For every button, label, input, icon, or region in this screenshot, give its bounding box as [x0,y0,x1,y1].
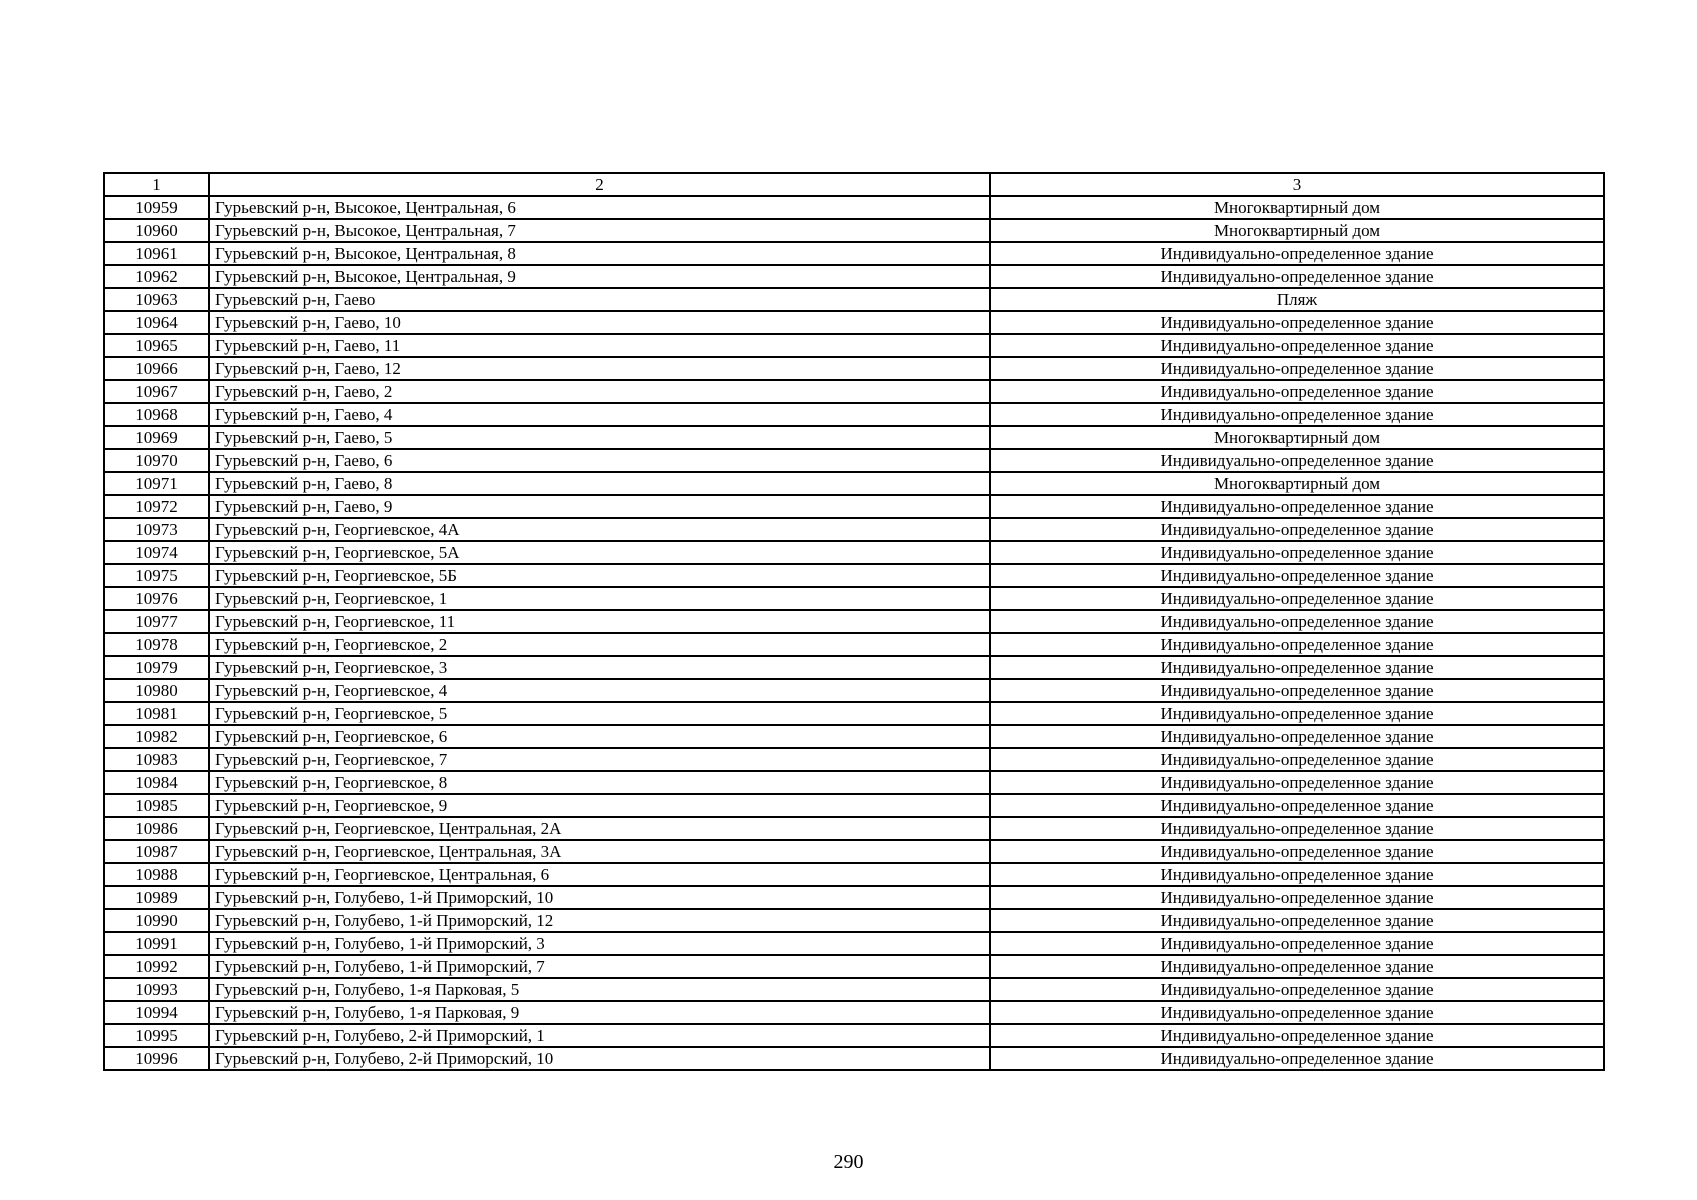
address-cell: Гурьевский р-н, Георгиевское, 3 [209,656,990,679]
row-number-cell: 10965 [104,334,209,357]
address-cell: Гурьевский р-н, Высокое, Центральная, 7 [209,219,990,242]
table-row [104,610,1604,633]
object-type-cell: Индивидуально-определенное здание [990,817,1604,840]
row-number-cell: 10972 [104,495,209,518]
table-row [104,1001,1604,1024]
object-type-cell: Индивидуально-определенное здание [990,610,1604,633]
table-row [104,288,1604,311]
object-type-cell: Многоквартирный дом [990,472,1604,495]
row-number-cell: 10971 [104,472,209,495]
row-number-cell: 10985 [104,794,209,817]
row-number-cell: 10994 [104,1001,209,1024]
object-type-cell: Индивидуально-определенное здание [990,955,1604,978]
table-row [104,1047,1604,1070]
table-row [104,357,1604,380]
table-row [104,886,1604,909]
object-type-cell: Индивидуально-определенное здание [990,771,1604,794]
address-cell: Гурьевский р-н, Гаево, 12 [209,357,990,380]
row-number-cell: 10977 [104,610,209,633]
page-number: 290 [833,1151,864,1173]
row-number-cell: 10970 [104,449,209,472]
object-type-cell: Индивидуально-определенное здание [990,1047,1604,1070]
object-type-cell: Индивидуально-определенное здание [990,1024,1604,1047]
object-type-cell: Многоквартирный дом [990,196,1604,219]
table-row [104,242,1604,265]
table-body [104,196,1604,1070]
address-cell: Гурьевский р-н, Георгиевское, 5Б [209,564,990,587]
table-row [104,863,1604,886]
address-cell: Гурьевский р-н, Георгиевское, 2 [209,633,990,656]
row-number-cell: 10996 [104,1047,209,1070]
table-row [104,518,1604,541]
row-number-cell: 10976 [104,587,209,610]
object-type-cell: Индивидуально-определенное здание [990,978,1604,1001]
object-type-cell: Индивидуально-определенное здание [990,334,1604,357]
row-number-cell: 10968 [104,403,209,426]
object-type-cell: Индивидуально-определенное здание [990,886,1604,909]
table-row [104,426,1604,449]
object-type-cell: Индивидуально-определенное здание [990,449,1604,472]
object-type-cell: Индивидуально-определенное здание [990,633,1604,656]
table-row [104,449,1604,472]
object-type-cell: Индивидуально-определенное здание [990,679,1604,702]
row-number-cell: 10979 [104,656,209,679]
table-row [104,380,1604,403]
table-row [104,978,1604,1001]
table-header-row [104,173,1604,196]
row-number-cell: 10995 [104,1024,209,1047]
row-number-cell: 10984 [104,771,209,794]
address-cell: Гурьевский р-н, Георгиевское, 4А [209,518,990,541]
row-number-cell: 10969 [104,426,209,449]
object-type-cell: Индивидуально-определенное здание [990,932,1604,955]
object-type-cell: Индивидуально-определенное здание [990,564,1604,587]
address-cell: Гурьевский р-н, Георгиевское, Центральная, 6 [209,863,990,886]
row-number-cell: 10959 [104,196,209,219]
row-number-cell: 10982 [104,725,209,748]
object-type-cell: Индивидуально-определенное здание [990,587,1604,610]
address-cell: Гурьевский р-н, Георгиевское, 1 [209,587,990,610]
row-number-cell: 10973 [104,518,209,541]
table-row [104,932,1604,955]
table-row [104,334,1604,357]
address-cell: Гурьевский р-н, Голубево, 1-й Приморский, 10 [209,886,990,909]
address-cell: Гурьевский р-н, Голубево, 1-я Парковая, 5 [209,978,990,1001]
row-number-cell: 10992 [104,955,209,978]
table-row [104,472,1604,495]
object-type-cell: Индивидуально-определенное здание [990,242,1604,265]
row-number-cell: 10991 [104,932,209,955]
row-number-cell: 10966 [104,357,209,380]
object-type-cell: Индивидуально-определенное здание [990,495,1604,518]
address-cell: Гурьевский р-н, Георгиевское, 9 [209,794,990,817]
object-type-cell: Индивидуально-определенное здание [990,380,1604,403]
row-number-cell: 10981 [104,702,209,725]
row-number-cell: 10962 [104,265,209,288]
address-cell: Гурьевский р-н, Гаево, 4 [209,403,990,426]
table-row [104,219,1604,242]
table-row [104,587,1604,610]
object-type-cell: Индивидуально-определенное здание [990,265,1604,288]
address-cell: Гурьевский р-н, Гаево, 11 [209,334,990,357]
table-row [104,771,1604,794]
address-cell: Гурьевский р-н, Высокое, Центральная, 9 [209,265,990,288]
table-row [104,403,1604,426]
table-row [104,633,1604,656]
row-number-cell: 10975 [104,564,209,587]
row-number-cell: 10989 [104,886,209,909]
column-header-2: 2 [209,173,990,196]
registry-table [103,172,1605,1071]
address-cell: Гурьевский р-н, Гаево, 9 [209,495,990,518]
table-row [104,909,1604,932]
table-row [104,725,1604,748]
object-type-cell: Индивидуально-определенное здание [990,311,1604,334]
object-type-cell: Индивидуально-определенное здание [990,794,1604,817]
row-number-cell: 10993 [104,978,209,1001]
object-type-cell: Индивидуально-определенное здание [990,357,1604,380]
address-cell: Гурьевский р-н, Гаево [209,288,990,311]
object-type-cell: Индивидуально-определенное здание [990,702,1604,725]
address-cell: Гурьевский р-н, Георгиевское, 5 [209,702,990,725]
address-cell: Гурьевский р-н, Голубево, 1-й Приморский, 12 [209,909,990,932]
row-number-cell: 10988 [104,863,209,886]
address-cell: Гурьевский р-н, Гаево, 2 [209,380,990,403]
row-number-cell: 10964 [104,311,209,334]
table-row [104,840,1604,863]
row-number-cell: 10960 [104,219,209,242]
table-row [104,955,1604,978]
object-type-cell: Индивидуально-определенное здание [990,748,1604,771]
table-row [104,748,1604,771]
object-type-cell: Индивидуально-определенное здание [990,725,1604,748]
table-row [104,311,1604,334]
table-row [104,196,1604,219]
address-cell: Гурьевский р-н, Гаево, 10 [209,311,990,334]
object-type-cell: Многоквартирный дом [990,219,1604,242]
address-cell: Гурьевский р-н, Гаево, 8 [209,472,990,495]
table-row [104,656,1604,679]
address-cell: Гурьевский р-н, Высокое, Центральная, 8 [209,242,990,265]
table-row [104,702,1604,725]
row-number-cell: 10961 [104,242,209,265]
row-number-cell: 10978 [104,633,209,656]
row-number-cell: 10983 [104,748,209,771]
address-cell: Гурьевский р-н, Георгиевское, 4 [209,679,990,702]
object-type-cell: Многоквартирный дом [990,426,1604,449]
object-type-cell: Индивидуально-определенное здание [990,840,1604,863]
address-cell: Гурьевский р-н, Георгиевское, Центральная, 3А [209,840,990,863]
object-type-cell: Пляж [990,288,1604,311]
address-cell: Гурьевский р-н, Георгиевское, 6 [209,725,990,748]
address-cell: Гурьевский р-н, Голубево, 1-й Приморский, 3 [209,932,990,955]
row-number-cell: 10987 [104,840,209,863]
object-type-cell: Индивидуально-определенное здание [990,518,1604,541]
table-row [104,1024,1604,1047]
table-row [104,794,1604,817]
table-row [104,541,1604,564]
object-type-cell: Индивидуально-определенное здание [990,863,1604,886]
table-row [104,265,1604,288]
table-row [104,817,1604,840]
object-type-cell: Индивидуально-определенное здание [990,1001,1604,1024]
address-cell: Гурьевский р-н, Голубево, 2-й Приморский, 1 [209,1024,990,1047]
table-row [104,495,1604,518]
address-cell: Гурьевский р-н, Георгиевское, 5А [209,541,990,564]
address-cell: Гурьевский р-н, Гаево, 6 [209,449,990,472]
row-number-cell: 10974 [104,541,209,564]
address-cell: Гурьевский р-н, Георгиевское, Центральная, 2А [209,817,990,840]
row-number-cell: 10980 [104,679,209,702]
address-cell: Гурьевский р-н, Георгиевское, 11 [209,610,990,633]
address-cell: Гурьевский р-н, Гаево, 5 [209,426,990,449]
address-cell: Гурьевский р-н, Георгиевское, 8 [209,771,990,794]
table-row [104,679,1604,702]
object-type-cell: Индивидуально-определенное здание [990,403,1604,426]
address-cell: Гурьевский р-н, Голубево, 2-й Приморский, 10 [209,1047,990,1070]
column-header-3: 3 [990,173,1604,196]
address-cell: Гурьевский р-н, Георгиевское, 7 [209,748,990,771]
table-row [104,564,1604,587]
row-number-cell: 10986 [104,817,209,840]
row-number-cell: 10967 [104,380,209,403]
address-cell: Гурьевский р-н, Голубево, 1-я Парковая, 9 [209,1001,990,1024]
row-number-cell: 10990 [104,909,209,932]
row-number-cell: 10963 [104,288,209,311]
object-type-cell: Индивидуально-определенное здание [990,656,1604,679]
address-cell: Гурьевский р-н, Голубево, 1-й Приморский, 7 [209,955,990,978]
object-type-cell: Индивидуально-определенное здание [990,541,1604,564]
object-type-cell: Индивидуально-определенное здание [990,909,1604,932]
address-cell: Гурьевский р-н, Высокое, Центральная, 6 [209,196,990,219]
column-header-1: 1 [104,173,209,196]
